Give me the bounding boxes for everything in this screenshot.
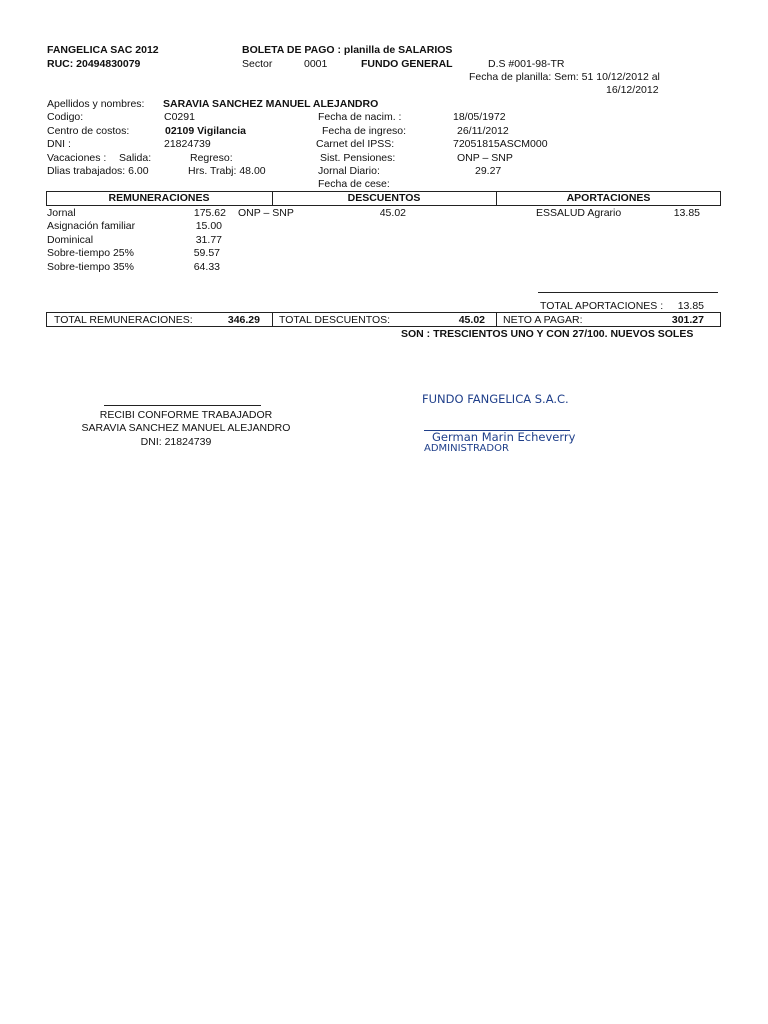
neto-value: 301.27	[671, 314, 704, 326]
total-aportaciones-value: 13.85	[677, 300, 704, 312]
fecha-planilla: Fecha de planilla: Sem: 51 10/12/2012 al	[469, 71, 660, 83]
nacim-value: 18/05/1972	[453, 111, 506, 123]
dni-value: 21824739	[164, 138, 211, 150]
remuneracion-label: Asignación familiar	[47, 220, 136, 232]
centro-value: 02109 Vigilancia	[165, 125, 246, 137]
fecha-planilla-end: 16/12/2012	[606, 84, 659, 96]
regreso-label: Regreso:	[190, 152, 233, 164]
ipss-label: Carnet del IPSS:	[316, 138, 395, 150]
ds-code: D.S #001-98-TR	[488, 58, 565, 70]
totals-divider-1	[272, 312, 273, 327]
company-ruc: RUC: 20494830079	[47, 58, 141, 70]
remuneracion-value: 15.00	[195, 220, 222, 232]
remuneracion-label: Dominical	[47, 234, 94, 246]
codigo-value: C0291	[164, 111, 195, 123]
admin-role: ADMINISTRADOR	[424, 443, 509, 454]
vacaciones-label: Vacaciones :	[47, 152, 107, 164]
remuneracion-label: Sobre-tiempo 25%	[47, 247, 134, 259]
descuento-label: ONP – SNP	[238, 207, 294, 219]
salida-label: Salida:	[119, 152, 152, 164]
sector-label: Sector	[242, 58, 273, 70]
horas-trabajadas: Hrs. Trabj: 48.00	[188, 165, 266, 177]
remuneracion-value: 175.62	[193, 207, 226, 219]
cese-label: Fecha de cese:	[318, 178, 390, 190]
codigo-label: Codigo:	[47, 111, 84, 123]
remuneracion-value: 59.57	[193, 247, 220, 259]
neto-label: NETO A PAGAR:	[503, 314, 583, 326]
worker-signature-line	[104, 405, 261, 406]
company-name: FANGELICA SAC 2012	[47, 44, 159, 56]
worker-dni: DNI: 21824739	[140, 436, 212, 448]
total-remuneraciones-value: 346.29	[227, 314, 260, 326]
totals-divider-2	[496, 312, 497, 327]
company-signature-name: FUNDO FANGELICA S.A.C.	[422, 392, 569, 406]
jornal-value: 29.27	[475, 165, 502, 177]
centro-label: Centro de costos:	[47, 125, 130, 137]
recibi-conforme: RECIBI CONFORME TRABAJADOR	[99, 409, 273, 421]
nombres-label: Apellidos y nombres:	[47, 98, 145, 110]
remuneracion-value: 31.77	[195, 234, 222, 246]
pensiones-value: ONP – SNP	[457, 152, 513, 164]
remuneracion-label: Sobre-tiempo 35%	[47, 261, 134, 273]
descuento-value: 45.02	[379, 207, 406, 219]
jornal-label: Jornal Diario:	[318, 165, 380, 177]
document-title: BOLETA DE PAGO : planilla de SALARIOS	[242, 44, 453, 56]
worker-name: SARAVIA SANCHEZ MANUEL ALEJANDRO	[81, 422, 291, 434]
admin-name: German Marin Echeverry	[432, 430, 576, 444]
dni-label: DNI :	[47, 138, 71, 150]
ipss-value: 72051815ASCM000	[453, 138, 548, 150]
remuneracion-value: 64.33	[193, 261, 220, 273]
aportacion-value: 13.85	[673, 207, 700, 219]
column-aportaciones: APORTACIONES	[566, 192, 651, 204]
column-descuentos: DESCUENTOS	[347, 192, 421, 204]
aportaciones-separator	[538, 292, 718, 293]
total-remuneraciones-label: TOTAL REMUNERACIONES:	[54, 314, 193, 326]
nacim-label: Fecha de nacim. :	[318, 111, 402, 123]
total-descuentos-value: 45.02	[458, 314, 485, 326]
remuneracion-label: Jornal	[47, 207, 76, 219]
ingreso-value: 26/11/2012	[457, 125, 509, 137]
ingreso-label: Fecha de ingreso:	[322, 125, 407, 137]
column-remuneraciones: REMUNERACIONES	[108, 192, 210, 204]
sector-value: 0001	[304, 58, 328, 70]
total-descuentos-label: TOTAL DESCUENTOS:	[279, 314, 391, 326]
amount-in-words: SON : TRESCIENTOS UNO Y CON 27/100. NUEVOS SOLES	[401, 328, 694, 340]
dias-trabajados: Dlias trabajados: 6.00	[47, 165, 149, 177]
fundo-name: FUNDO GENERAL	[361, 58, 453, 70]
pensiones-label: Sist. Pensiones:	[320, 152, 396, 164]
total-aportaciones-label: TOTAL APORTACIONES :	[540, 300, 664, 312]
nombres-value: SARAVIA SANCHEZ MANUEL ALEJANDRO	[163, 98, 379, 110]
aportacion-label: ESSALUD Agrario	[536, 207, 622, 219]
